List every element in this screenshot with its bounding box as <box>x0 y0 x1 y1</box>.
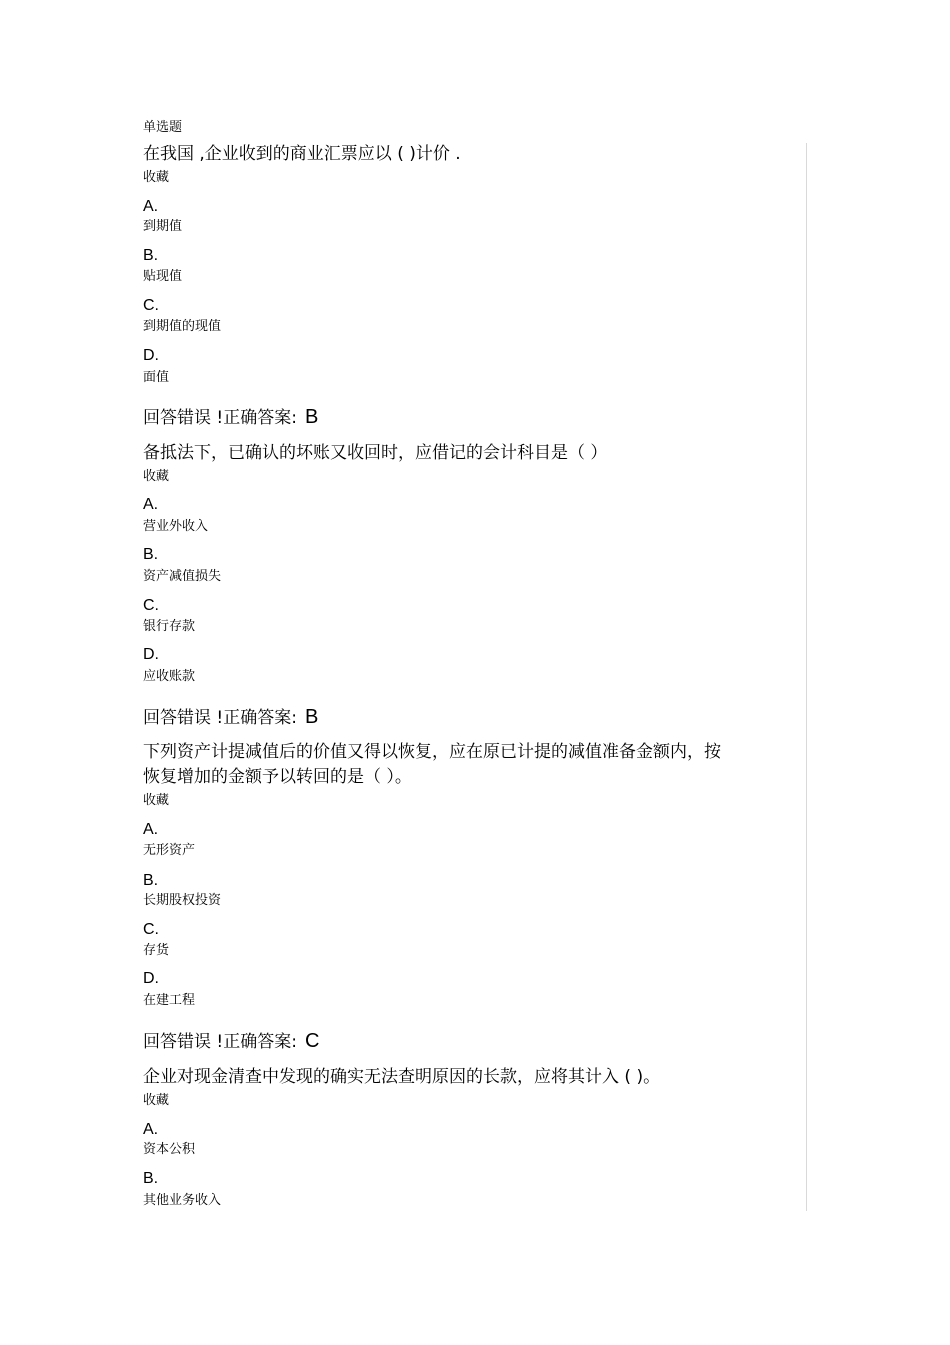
question-2-option-a-text[interactable]: 营业外收入 <box>143 519 209 534</box>
question-1-option-b-letter[interactable]: B. <box>143 247 159 264</box>
question-2-option-b-letter[interactable]: B. <box>143 546 159 563</box>
question-1-option-d-text[interactable]: 面值 <box>143 370 170 385</box>
question-4-option-b-letter[interactable]: B. <box>143 1170 159 1187</box>
section-title: 单选题 <box>143 120 183 135</box>
question-3-stem-line-2: 恢复增加的金额予以转回的是（ ）。 <box>143 767 412 787</box>
page-right-rule <box>806 143 807 1211</box>
question-2-option-d-letter[interactable]: D. <box>143 646 159 663</box>
question-1-option-a-letter[interactable]: A. <box>143 198 159 215</box>
question-2-option-d-text[interactable]: 应收账款 <box>143 669 196 684</box>
question-3-option-c-text[interactable]: 存货 <box>143 943 170 958</box>
result-prefix: 回答错误 !正确答案: <box>143 708 297 728</box>
question-1-correct-answer: B <box>304 406 319 428</box>
question-3-favorite[interactable]: 收藏 <box>143 793 170 808</box>
question-3-option-d-text[interactable]: 在建工程 <box>143 993 196 1008</box>
question-3-option-a-letter[interactable]: A. <box>143 821 159 838</box>
question-3-correct-answer: C <box>304 1030 320 1052</box>
question-1-option-c-letter[interactable]: C. <box>143 297 159 314</box>
question-4-option-a-text[interactable]: 资本公积 <box>143 1142 196 1157</box>
question-4-favorite[interactable]: 收藏 <box>143 1093 170 1108</box>
question-2-option-c-text[interactable]: 银行存款 <box>143 619 196 634</box>
question-4-option-b-text[interactable]: 其他业务收入 <box>143 1193 222 1208</box>
question-2-favorite[interactable]: 收藏 <box>143 469 170 484</box>
question-1-option-a-text[interactable]: 到期值 <box>143 219 183 234</box>
question-2-option-a-letter[interactable]: A. <box>143 496 159 513</box>
question-1-stem: 在我国 ,企业收到的商业汇票应以 ( )计价 . <box>143 144 461 164</box>
result-prefix: 回答错误 !正确答案: <box>143 408 297 428</box>
question-3-option-b-text[interactable]: 长期股权投资 <box>143 893 222 908</box>
question-1-result <box>143 405 318 429</box>
question-4-option-a-letter[interactable]: A. <box>143 1121 159 1138</box>
question-3-option-c-letter[interactable]: C. <box>143 921 159 938</box>
question-3-stem-line-1: 下列资产计提减值后的价值又得以恢复，应在原已计提的减值准备金额内，按 <box>143 742 721 762</box>
question-1-option-c-text[interactable]: 到期值的现值 <box>143 319 222 334</box>
question-1-option-d-letter[interactable]: D. <box>143 347 159 364</box>
question-2-option-b-text[interactable]: 资产减值损失 <box>143 569 222 584</box>
question-2-option-c-letter[interactable]: C. <box>143 597 159 614</box>
question-3-option-a-text[interactable]: 无形资产 <box>143 843 196 858</box>
question-3-option-b-letter[interactable]: B. <box>143 872 159 889</box>
question-3-result <box>143 1029 319 1053</box>
question-1-option-b-text[interactable]: 贴现值 <box>143 269 183 284</box>
question-2-stem: 备抵法下，已确认的坏账又收回时，应借记的会计科目是（ ） <box>143 443 608 463</box>
result-prefix: 回答错误 !正确答案: <box>143 1032 297 1052</box>
question-3-option-d-letter[interactable]: D. <box>143 970 159 987</box>
question-4-stem: 企业对现金清查中发现的确实无法查明原因的长款，应将其计入 ( )。 <box>143 1067 661 1087</box>
question-2-correct-answer: B <box>304 706 319 728</box>
question-1-favorite[interactable]: 收藏 <box>143 170 170 185</box>
question-2-result <box>143 705 318 729</box>
